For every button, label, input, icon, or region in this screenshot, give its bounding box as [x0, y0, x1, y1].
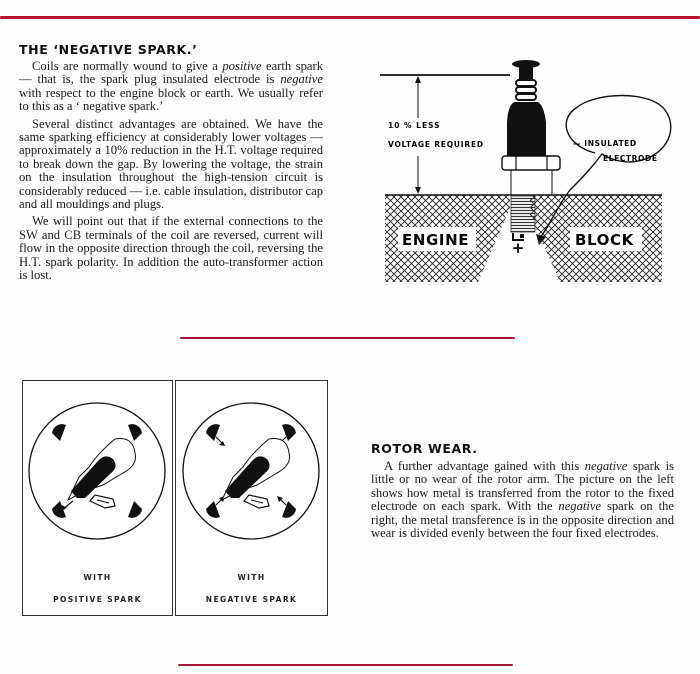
- engine-label: ENGINE: [402, 231, 470, 249]
- rotor-positive-illustration: [23, 381, 172, 541]
- callout-label-line1: — INSULATED: [573, 139, 637, 148]
- bottom-divider-rule: [178, 664, 513, 666]
- paragraph-3: We will point out that if the external connections to the SW and CB terminals of the coil are reversed, current will flow in the opposite direction through the coil, reversing the H.T. spark polarity. In addition the auto-transformer action is lost.: [19, 214, 323, 283]
- text-run: spark on the right, the metal transference is in the opposite direction and wear is divided evenly between the four fixed electrodes.: [371, 499, 674, 541]
- emphasis-negative: negative: [280, 72, 323, 87]
- middle-divider-rule: [180, 337, 515, 339]
- rotor-wear-body: [371, 460, 674, 544]
- caption-with-positive: WITH: [83, 573, 112, 582]
- emphasis-positive: positive: [222, 59, 262, 73]
- text-run: Coils are normally wound to give a: [32, 59, 223, 73]
- text-run: A further advantage gained with this: [384, 459, 585, 473]
- block-label: BLOCK: [575, 231, 634, 249]
- positive-sign: +: [511, 239, 525, 257]
- rotor-negative-illustration: [176, 381, 327, 541]
- negative-spark-heading: THE ‘NEGATIVE SPARK.’: [19, 42, 198, 57]
- paragraph-1: [19, 60, 323, 114]
- paragraph-2: Several distinct advantages are obtained. We have the same sparking efficiency at considerably lower voltages — approximately a 10% reduction in the H.T. voltage required to break down the gap. By lowering the voltage, the strain on the insulation throughout the high-tension circuit is considerably reduced — i.e. cable insulation, distributor cap and all mouldings and plugs.: [19, 116, 323, 212]
- rotor-figure-positive: [22, 380, 173, 616]
- text-run: with respect to the engine block or earth. We usually refer to this as a ‘ negative spark.’: [19, 85, 323, 114]
- emphasis-negative: negative: [584, 459, 628, 473]
- caption-positive-spark: POSITIVE SPARK: [53, 595, 142, 604]
- caption-with-negative: WITH: [237, 573, 266, 582]
- text-run: earth spark — that is, the spark plug insulated electrode is: [19, 59, 323, 87]
- emphasis-negative: negative: [558, 499, 602, 514]
- spark-plug-diagram: [380, 50, 680, 290]
- voltage-label-line1: 10 % LESS: [388, 121, 441, 130]
- voltage-label-line2: VOLTAGE REQUIRED: [388, 140, 484, 149]
- rotor-wear-paragraph: [371, 460, 674, 540]
- negative-spark-body: [19, 60, 323, 287]
- rotor-wear-heading: ROTOR WEAR.: [371, 441, 478, 456]
- top-divider-rule: [0, 16, 700, 19]
- callout-label-line2: ELECTRODE: [603, 154, 658, 163]
- text-run: spark is little or no wear of the rotor arm. The picture on the left shows how metal is transferred from the rotor to the fixed electrode on each spark. With the: [371, 459, 674, 514]
- rotor-figure-negative: [175, 380, 328, 616]
- caption-negative-spark: NEGATIVE SPARK: [205, 595, 298, 604]
